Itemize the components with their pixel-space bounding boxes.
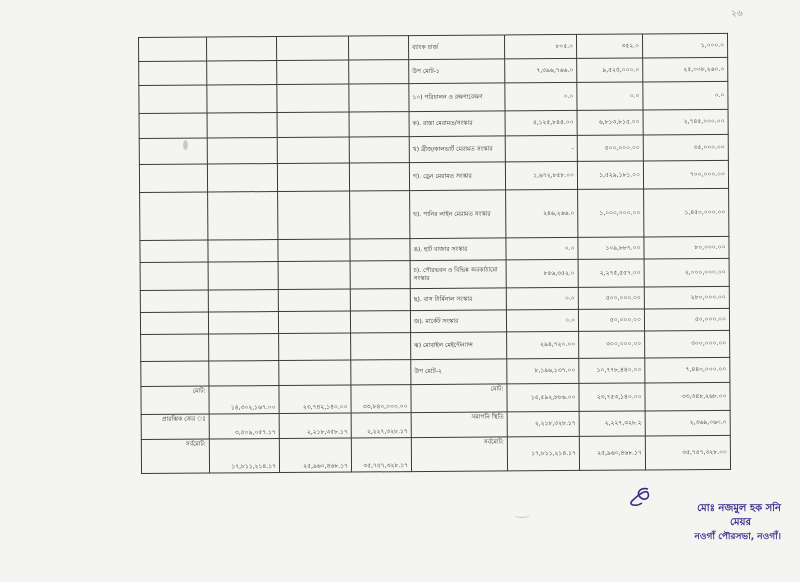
signature-block	[580, 487, 785, 547]
table-cell: ১,৬৭২,৮৫৮.০০	[505, 161, 577, 190]
table-cell: ২,২১৮,৩২৮.১৭	[507, 411, 579, 437]
table-cell: ০.০	[506, 237, 578, 260]
table-cell: ৫০,০০০.০০	[578, 309, 644, 331]
table-cell	[278, 289, 350, 312]
table-cell: মোট:	[411, 384, 507, 413]
table-cell	[208, 240, 278, 262]
table-cell: ০.০	[506, 287, 578, 310]
table-cell: ২৯৪,৭২০.০০	[507, 331, 579, 359]
table-cell: ৩৫,৭৫৭,৩২৮.০০	[645, 435, 730, 470]
table-cell	[351, 360, 411, 385]
table-cell	[278, 239, 350, 262]
table-cell	[208, 290, 278, 312]
table-cell	[278, 311, 350, 334]
table-cell: ৩৩,৮৪০,০০০.০০	[351, 385, 411, 413]
table-cell	[207, 37, 277, 61]
table-cell: ২,২২৭,৩২৮.২	[579, 411, 645, 436]
table-cell	[349, 137, 409, 163]
table-cell: ৫০,০০০.০০	[644, 308, 729, 331]
table-cell: ছ). বাস টার্মিনাল সংস্কার	[410, 288, 506, 311]
table-cell: ১০৯,৮৮৭.০০	[578, 237, 644, 259]
table-row	[141, 330, 730, 361]
table-cell	[278, 191, 350, 240]
table-cell	[140, 240, 208, 262]
table-cell	[140, 290, 208, 312]
table-cell: ২৫,৯৬০,৪৬৮.১৭	[579, 436, 645, 470]
table-cell	[209, 334, 279, 361]
table-cell	[208, 192, 278, 240]
table-cell: ৫০০,০০০.০০	[578, 287, 644, 309]
budget-table	[138, 33, 731, 474]
table-cell: ১৫,৫৯২,৮৮৬.০০	[507, 383, 579, 412]
table-cell: ৮৫৬,৩৫২.০	[506, 259, 578, 288]
table-cell: ২,২৭৫,৫৫৭.০০	[578, 259, 644, 287]
table-cell	[349, 60, 409, 84]
table-cell: ১৪,৩০২,১৬৭.০০	[209, 386, 279, 414]
table-cell	[139, 138, 207, 164]
table-row	[139, 81, 728, 113]
table-cell: ০.০	[577, 82, 643, 110]
table-cell: ২,৭৪৫,০০০.০০	[643, 109, 728, 135]
table-cell	[277, 163, 349, 192]
table-row	[139, 134, 728, 164]
table-cell: ৩০০,০০০.০০	[645, 330, 730, 358]
table-cell	[278, 261, 350, 290]
table-cell	[139, 113, 207, 138]
table-cell: ৩৫,০০০.০০	[643, 134, 728, 161]
table-cell: ঙ). হাট বাজার সংস্কার	[410, 238, 506, 261]
table-cell	[277, 36, 349, 61]
table-cell: ২,২২৭,৩২৮.১৭	[351, 413, 411, 438]
table-cell	[208, 262, 278, 290]
table-cell: ২৮০,০০০.০০	[644, 286, 729, 309]
table-cell	[209, 361, 279, 386]
table-cell	[140, 312, 208, 334]
table-cell: সর্বমোট:	[141, 439, 209, 473]
table-cell: -	[505, 135, 577, 162]
table-cell	[351, 333, 411, 360]
table-cell: ২,৩৬৯,০৬০.০	[645, 410, 730, 436]
table-cell: ৫০০,০০০.০০	[577, 135, 643, 161]
table-cell: ৩,৫০৯,০৫৭.১৭	[209, 414, 279, 439]
table-cell: মোট:	[141, 386, 209, 414]
table-cell	[349, 112, 409, 137]
table-cell	[139, 164, 207, 192]
table-cell: সর্বমোট:	[411, 437, 507, 472]
table-cell: ২,২১৮,৩৫৮.১৭	[279, 413, 351, 439]
signatory-name: মোঃ নজমুল হক সনি	[697, 503, 781, 514]
table-cell: ০.০	[505, 82, 577, 111]
table-cell	[279, 333, 351, 361]
table-cell: ৯,৫২৫,০০০.০	[577, 58, 643, 82]
table-cell: ৬,৮১৩,৮১৫.০০	[577, 110, 643, 135]
table-cell: ২৫,০০৮,২৬০.০	[643, 57, 728, 82]
table-cell: জ). মার্কেট সংস্কার	[410, 310, 506, 333]
table-cell	[350, 289, 410, 311]
table-row	[140, 188, 729, 240]
table-cell: ২৩,৭৫৩,১৪০.০০	[579, 383, 645, 411]
signature-scribble	[610, 487, 670, 509]
table-cell	[207, 85, 277, 113]
table-row	[141, 382, 730, 414]
table-cell: ১,৫২৯,১৮১.০০	[577, 161, 643, 189]
table-cell: ৫,১২৫,৮৪৪.০০	[505, 110, 577, 136]
table-cell	[350, 311, 410, 333]
table-cell: ৩৩,৩৪৮,২৬৮.০০	[645, 382, 730, 411]
table-cell	[348, 36, 408, 60]
signatory-title: মেয়র	[729, 517, 751, 528]
table-cell: ঝ) মোবাইল মেইন্টেন্যান্স	[411, 332, 507, 360]
table-cell	[207, 113, 277, 138]
table-cell	[277, 84, 349, 113]
table-cell: ১,৪৫০,০০০.০০	[644, 188, 729, 237]
table-cell	[279, 360, 351, 386]
table-cell: ৩০০,০০০.০০	[579, 331, 645, 358]
table-cell: উপ মোট-১	[409, 59, 505, 84]
table-cell: ৩৫২.০	[576, 34, 642, 58]
table-row	[141, 435, 730, 473]
table-cell: প্রারম্ভিক জের ঃ	[141, 414, 209, 439]
page-number: ২৬	[730, 8, 744, 20]
table-cell: ৮০,০০০.০০	[644, 236, 729, 259]
table-cell: ৭০০,০০০.০০	[643, 160, 728, 189]
table-cell: ১৭,৮১১,২১৪.১৭	[209, 439, 279, 473]
table-cell: ১০,৭৭৮,৪৪০.০০	[579, 358, 645, 383]
table-cell	[140, 262, 208, 290]
table-cell	[277, 60, 349, 85]
table-cell	[141, 334, 209, 361]
table-cell: ২,০০০,০০০.০০	[644, 258, 729, 287]
table-cell	[350, 261, 410, 289]
table-cell	[139, 61, 207, 85]
table-cell: ০.০	[506, 309, 578, 332]
table-cell: ৩৫,৭৫৭,৩২৮.১৭	[351, 438, 411, 472]
table-cell	[207, 164, 277, 192]
table-cell	[350, 239, 410, 261]
table-cell: উপ মোট-২	[411, 359, 507, 385]
table-cell: ০.০	[643, 81, 728, 110]
table-cell: সমাপনি স্থিতি	[411, 412, 507, 438]
table-cell	[349, 163, 409, 191]
signatory-organization: নওগাঁ পৌরসভা, নওগাঁ।	[694, 532, 781, 542]
scan-mark	[514, 511, 530, 518]
table-cell: ৮,১৯৬,১৩৭.০০	[507, 358, 579, 384]
table-cell: ১,০০০,০০০.০০	[578, 189, 644, 237]
table-cell: চ). পৌরভবন ও বিভিন্ন অবকাঠামো সংস্কার	[410, 260, 506, 289]
table-cell	[141, 361, 209, 386]
table-cell: ১৭,৮১১,২১৪.১৭	[507, 436, 579, 471]
table-cell: ব্যাংক চার্জ	[408, 35, 504, 60]
table-cell: ৭,৩৯৬,৭৬৬.০	[505, 58, 577, 83]
table-cell: গ). ড্রেন মেরামত সংস্কার	[409, 162, 505, 191]
table-cell: ৭,৪৪০,০০০.০০	[645, 357, 730, 383]
table-cell	[207, 138, 277, 164]
table-cell	[277, 137, 349, 164]
table-cell	[349, 84, 409, 112]
table-cell	[139, 85, 207, 113]
table-cell: খ) ব্রীজ/কালভার্ট মেরামত সংস্কার	[409, 136, 505, 163]
table-cell	[350, 191, 410, 239]
table-cell	[207, 61, 277, 85]
table-cell: ২৪৬,২৬৬.০	[506, 189, 578, 238]
table-row	[139, 160, 728, 192]
table-cell: ২৫,৯৬০,৪৬৮.১৭	[279, 438, 351, 473]
table-cell: ক). রাস্তা মেরামত/সংস্কার	[409, 111, 505, 137]
table-cell	[277, 112, 349, 138]
table-cell	[208, 312, 278, 334]
table-cell: ঘ). পানির লাইন মেরামত সংস্কার	[410, 190, 506, 239]
table-cell	[139, 37, 207, 61]
table-cell: ১০) পরিচালন ও রক্ষণাবেক্ষণ	[409, 83, 505, 112]
table-cell	[140, 192, 208, 240]
table-row	[140, 258, 729, 290]
table-cell: ২৩,৭৪২,১৪০.০০	[279, 385, 351, 414]
table-cell: ৮০৫.০	[504, 34, 576, 59]
table-cell: ১,০০০.০	[642, 33, 727, 58]
